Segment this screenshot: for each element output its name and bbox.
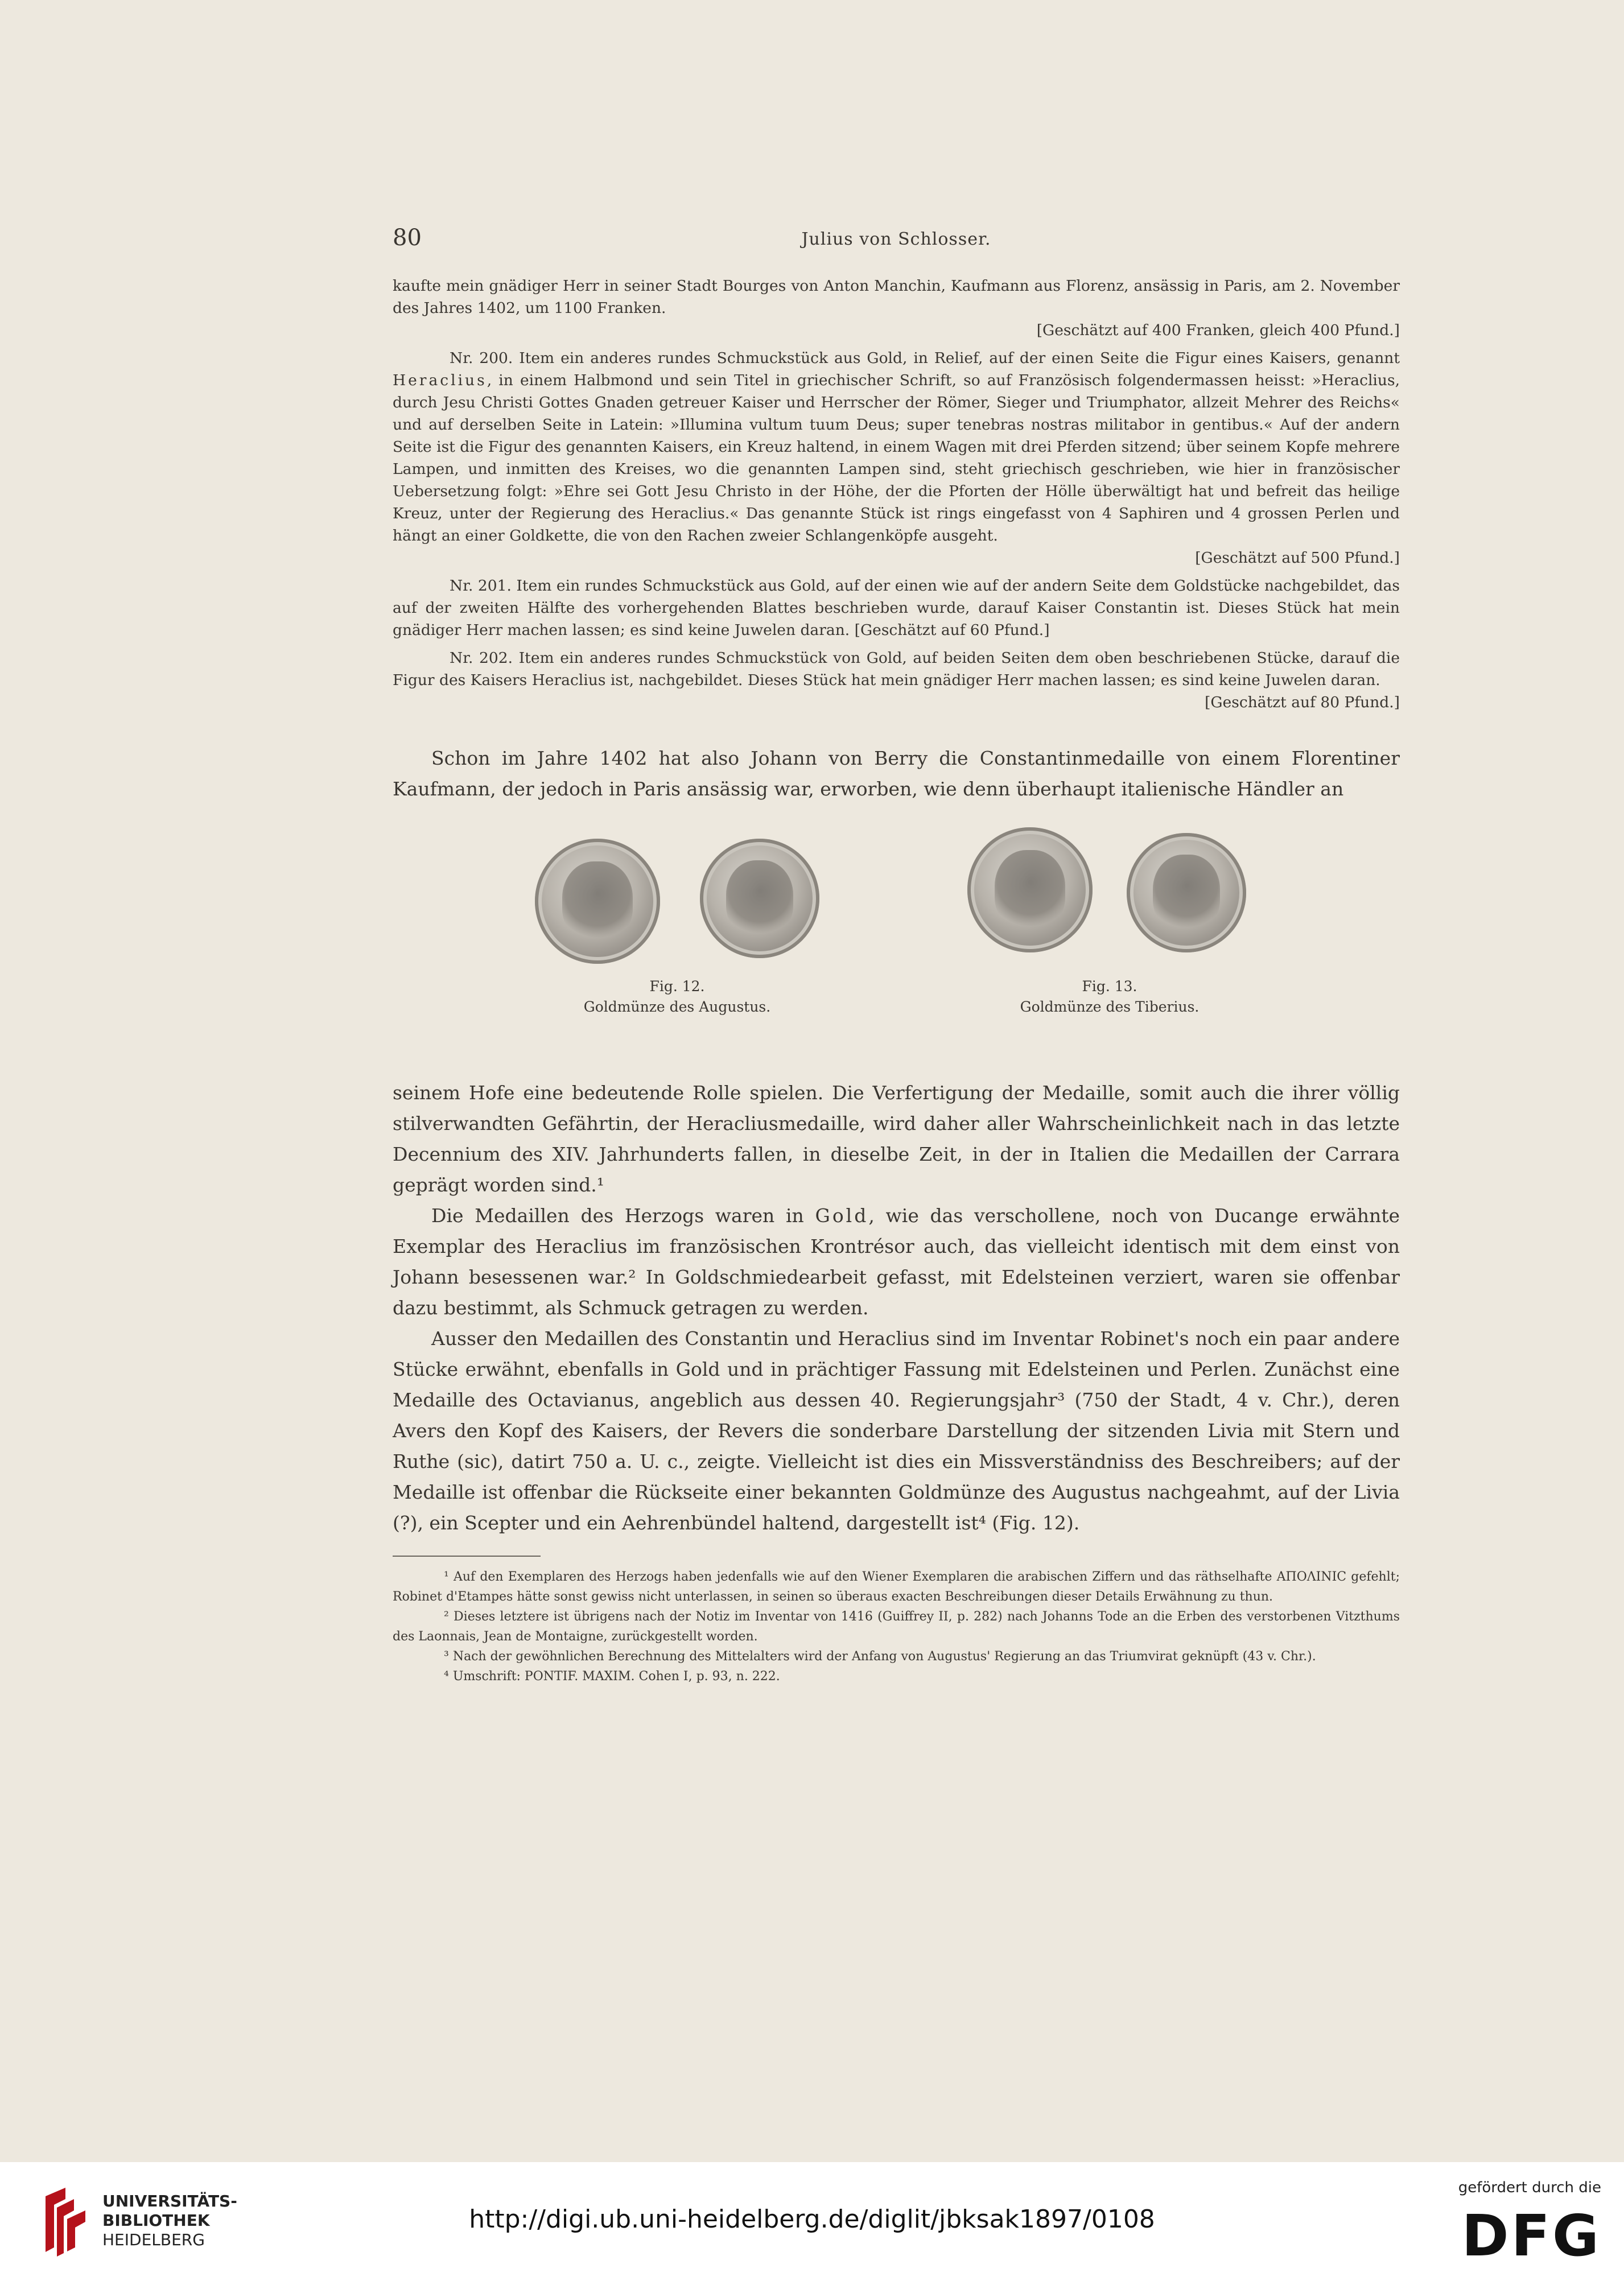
coin-icon bbox=[1127, 833, 1246, 952]
running-head bbox=[393, 225, 1400, 259]
figure-caption-13: Fig. 13. Goldmünze des Tiberius. bbox=[1020, 978, 1200, 1015]
footnote: ¹ Auf den Exemplaren des Herzogs haben jedenfalls wie auf den Wiener Exemplaren die arabischen Ziffern und das räthselhafte ΑΠΟΛΙΝΙC gefehlt; Robinet d'Etampes hätte sonst gewiss nicht unterlassen, in seinen so überaus exacten Beschreibungen dieser Details Erwähnung zu thun. bbox=[393, 1570, 1400, 1604]
permalink[interactable]: http://digi.ub.uni-heidelberg.de/diglit/jbksak1897/0108 bbox=[469, 2205, 1155, 2234]
figures bbox=[393, 827, 1400, 1049]
digitization-footer bbox=[0, 2162, 1624, 2281]
estimate: [Geschätzt auf 60 Pfund.] bbox=[854, 621, 1050, 639]
estimate: [Geschätzt auf 80 Pfund.] bbox=[1205, 694, 1400, 711]
dfg-logo[interactable]: DFG bbox=[1461, 2202, 1601, 2269]
running-title: Julius von Schlosser. bbox=[801, 229, 991, 249]
inventory-paragraph: Nr. 202. Item ein anderes rundes Schmuckstück von Gold, auf beiden Seiten dem oben beschriebenen Stücke, darauf die Figur des Kaisers Heraclius ist, nachgebildet. Dieses Stück hat mein gnädiger Herr machen lassen; es sind keine Juwelen daran. [Geschätzt auf 80 Pfund.] bbox=[393, 647, 1400, 713]
page-number: 80 bbox=[393, 225, 422, 251]
body-paragraph: Schon im Jahre 1402 hat also Johann von Berry die Constantinmedaille von einem Florentiner Kaufmann, der jedoch in Paris ansässig war, erworben, wie denn überhaupt italienische Händler an bbox=[393, 747, 1400, 800]
footnote: ⁴ Umschrift: PONTIF. MAXIM. Cohen I, p. 93, n. 222. bbox=[444, 1669, 780, 1684]
coin-icon bbox=[700, 839, 819, 958]
emphasized-word: Gold bbox=[815, 1205, 869, 1227]
estimate: [Geschätzt auf 500 Pfund.] bbox=[1195, 549, 1400, 567]
coin-icon bbox=[535, 839, 660, 964]
footnote: ³ Nach der gewöhnlichen Berechnung des Mittelalters wird der Anfang von Augustus' Regierung an das Triumvirat geknüpft (43 v. Chr.). bbox=[444, 1649, 1316, 1664]
page-content bbox=[393, 225, 1400, 1686]
inventory-paragraph: Nr. 200. Item ein anderes rundes Schmuckstück aus Gold, in Relief, auf der einen Seite die Figur eines Kaisers, genannt Heraclius, in einem Halbmond und sein Titel in griechischer Schrift, so auf Französisch folgendermassen heisst: »Heraclius, durch Jesu Christi Gottes Gnaden getreuer Kaiser und Herrscher der Römer, Sieger und Triumphator, allzeit Mehrer des Reichs« und auf derselben Seite in Latein: »Illumina vultum tuum Deus; super tenebras nostras militabor in gentibus.« Auf der andern Seite ist die Figur des genannten Kaisers, ein Kreuz haltend, in einem Wagen mit drei Pferden sitzend; über seinem Kopfe mehrere Lampen, und inmitten des Kreises, wo die genannten Lampen sind, steht griechisch geschrieben, wie hier in französischer Uebersetzung folgt: »Ehre sei Gott Jesu Christo in der Höhe, der die Pforten der Hölle überwältigt hat und befreit das heilige Kreuz, unter der Regierung des Heraclius.« Das genannte Stück ist rings eingefasst von 4 Saphiren und 4 grossen Perlen und hängt an einer Goldkette, die von den Rachen zweier Schlangenköpfe ausgeht. [Geschätzt auf 500 Pfund.] bbox=[393, 347, 1400, 569]
inventory-paragraph: kaufte mein gnädiger Herr in seiner Stadt Bourges von Anton Manchin, Kaufmann aus Florenz, ansässig in Paris, am 2. November des Jahres 1402, um 1100 Franken. [Geschätzt auf 400 Franken, gleich 400 Pfund.] bbox=[393, 275, 1400, 341]
inventory-extract bbox=[393, 275, 1400, 713]
footnotes bbox=[393, 1567, 1400, 1686]
body-paragraph: Ausser den Medaillen des Constantin und Heraclius sind im Inventar Robinet's noch ein paar andere Stücke erwähnt, ebenfalls in Gold und in prächtiger Fassung mit Edelsteinen und Perlen. Zunächst eine Medaille des Octavianus, angeblich aus dessen 40. Regierungsjahr³ (750 der Stadt, 4 v. Chr.), deren Avers den Kopf des Kaisers, der Revers die sonderbare Darstellung der sitzenden Livia mit Stern und Ruthe (sic), datirt 750 a. U. c., zeigte. Vielleicht ist dies ein Missverständniss des Beschreibers; auf der Medaille ist offenbar die Rückseite einer bekannten Goldmünze des Augustus nachgeahmt, auf der Livia (?), ein Scepter und ein Aehrenbündel haltend, dargestellt ist⁴ (Fig. 12). bbox=[393, 1327, 1400, 1534]
funding-label: gefördert durch die bbox=[1458, 2179, 1601, 2196]
figure-caption-12: Fig. 12. Goldmünze des Augustus. bbox=[583, 978, 771, 1015]
library-name[interactable]: UNIVERSITÄTS- BIBLIOTHEK HEIDELBERG bbox=[102, 2192, 237, 2249]
body-paragraph: seinem Hofe eine bedeutende Rolle spielen. Die Verfertigung der Medaille, somit auch die ihrer völlig stilverwandten Gefährtin, der Heracliusmedaille, wird daher aller Wahrscheinlichkeit nach in das letzte Decennium des XIV. Jahrhunderts fallen, in dieselbe Zeit, in der in Italien die Medaillen der Carrara geprägt worden sind.¹ bbox=[393, 1082, 1400, 1196]
main-text-continued bbox=[393, 1078, 1400, 1538]
footnote: ² Dieses letztere ist übrigens nach der Notiz im Inventar von 1416 (Guiffrey II, p. 282) nach Johanns Tode an die Erben des verstorbenen Vitzthums des Laonnais, Jean de Montaigne, zurückgestellt worden. bbox=[393, 1610, 1400, 1644]
inventory-paragraph: Nr. 201. Item ein rundes Schmuckstück aus Gold, auf der einen wie auf der andern Seite dem Goldstücke nachgebildet, das auf der zweiten Hälfte des vorhergehenden Blattes beschrieben wurde, darauf Kaiser Constantin ist. Dieses Stück hat mein gnädiger Herr machen lassen; es sind keine Juwelen daran. [Geschätzt auf 60 Pfund.] bbox=[393, 577, 1400, 639]
body-paragraph: Die Medaillen des Herzogs waren in Gold, wie das verschollene, noch von Ducange erwähnte Exemplar des Heraclius im französischen Krontrésor auch, das vielleicht identisch mit dem einst von Johann besessenen war.² In Goldschmiedearbeit gefasst, mit Edelsteinen verziert, waren sie offenbar dazu bestimmt, als Schmuck getragen zu werden. bbox=[393, 1205, 1400, 1319]
footnote-divider bbox=[393, 1556, 541, 1557]
main-text bbox=[393, 743, 1400, 805]
coin-icon bbox=[967, 827, 1093, 952]
emphasized-name: Heraclius bbox=[393, 372, 487, 389]
estimate: [Geschätzt auf 400 Franken, gleich 400 Pfund.] bbox=[1036, 321, 1400, 339]
